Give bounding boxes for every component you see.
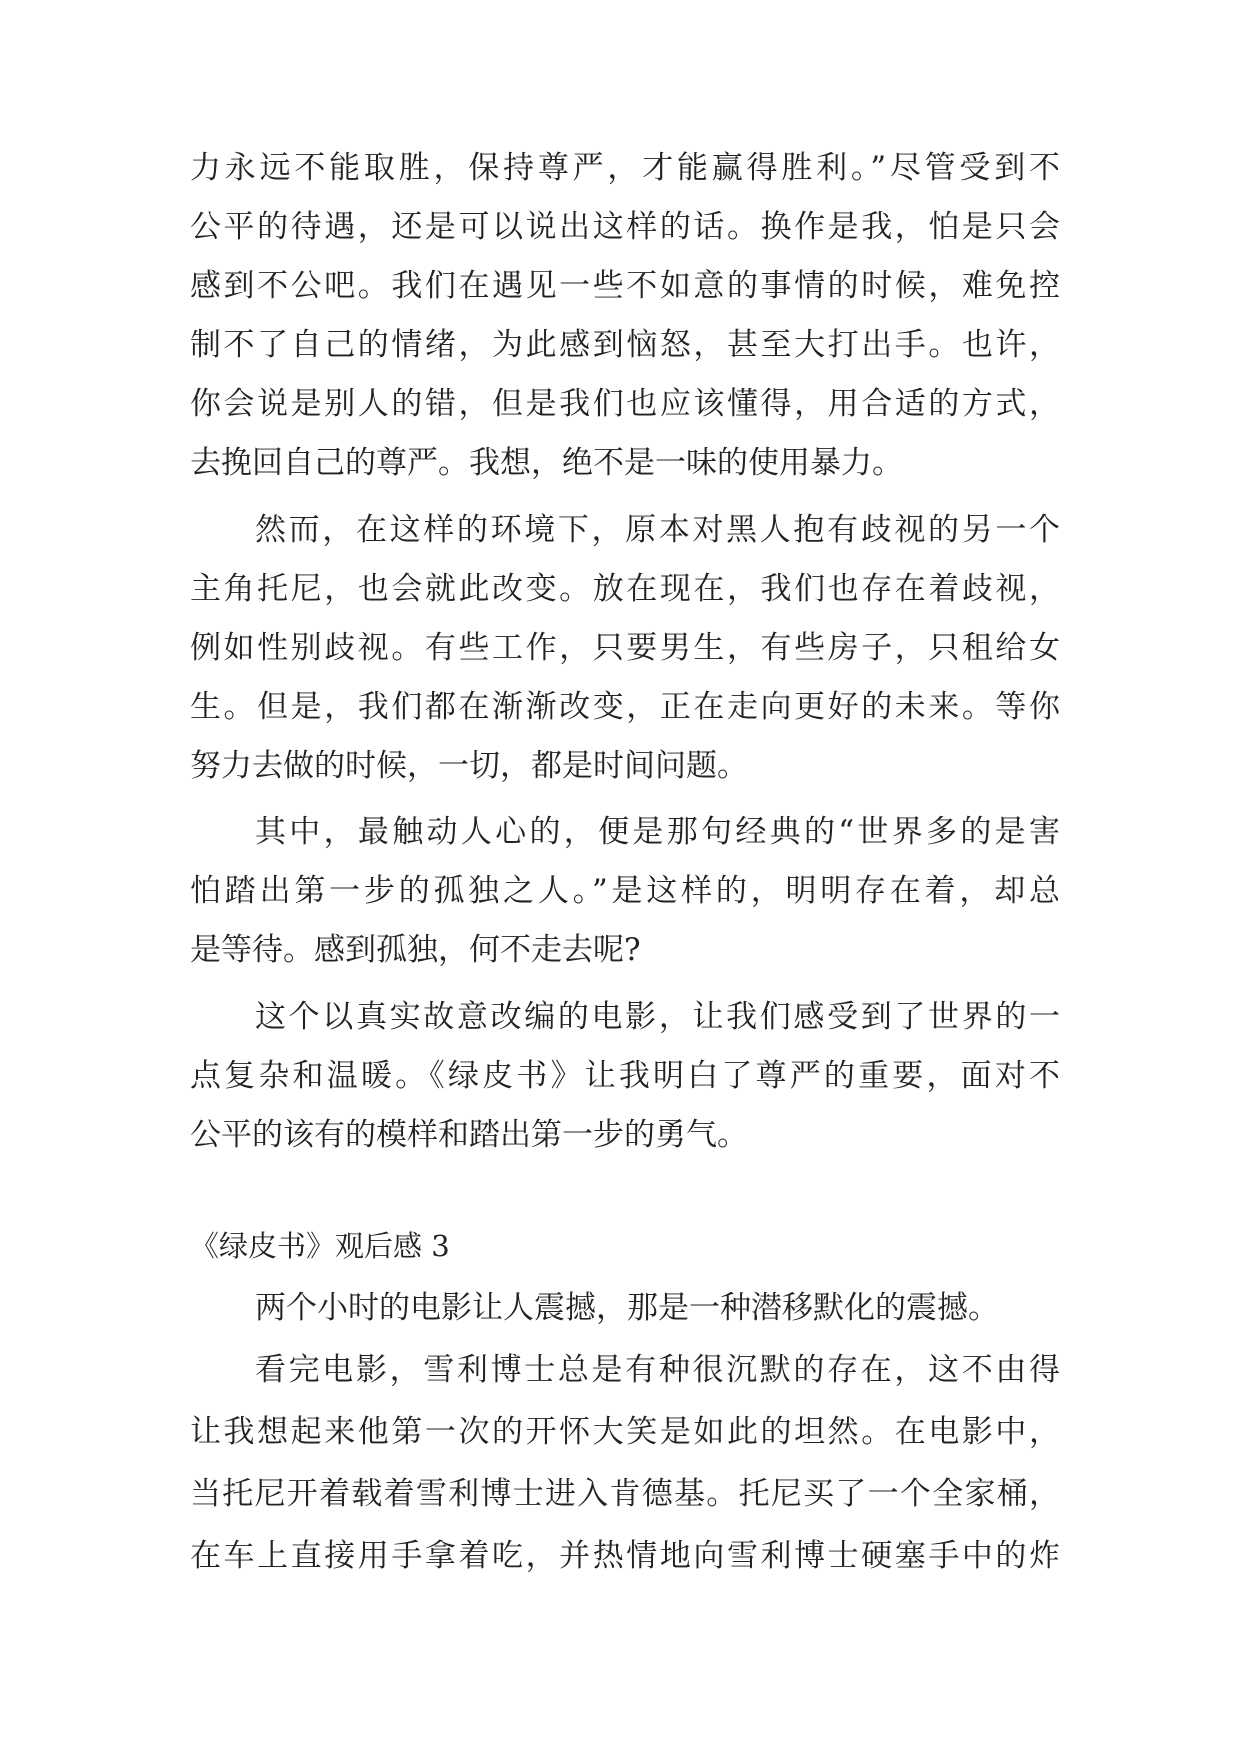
paragraph-2-line-5: 努力去做的时候，一切，都是时间问题。 bbox=[190, 748, 748, 784]
paragraph-1-line-1: 力永远不能取胜，保持尊严，才能赢得胜利。”尽管受到不 bbox=[190, 150, 1060, 186]
paragraph-1-line-4: 制不了自己的情绪，为此感到恼怒，甚至大打出手。也许， bbox=[190, 327, 1060, 363]
paragraph-2-line-2: 主角托尼，也会就此改变。放在现在，我们也存在着歧视， bbox=[190, 571, 1060, 607]
paragraph-4-line-3: 公平的该有的模样和踏出第一步的勇气。 bbox=[190, 1117, 748, 1153]
section-paragraph-2-line-2: 让我想起来他第一次的开怀大笑是如此的坦然。在电影中， bbox=[190, 1414, 1060, 1450]
paragraph-3-line-1: 其中，最触动人心的，便是那句经典的“世界多的是害 bbox=[255, 814, 1060, 850]
paragraph-1-line-3: 感到不公吧。我们在遇见一些不如意的事情的时候，难免控 bbox=[190, 268, 1060, 304]
paragraph-2-line-3: 例如性别歧视。有些工作，只要男生，有些房子，只租给女 bbox=[190, 630, 1060, 666]
section-paragraph-1-line-1: 两个小时的电影让人震撼，那是一种潜移默化的震撼。 bbox=[255, 1290, 999, 1326]
paragraph-1-line-5: 你会说是别人的错，但是我们也应该懂得，用合适的方式， bbox=[190, 386, 1060, 422]
section-paragraph-2-line-1: 看完电影，雪利博士总是有种很沉默的存在，这不由得 bbox=[255, 1352, 1060, 1388]
paragraph-3-line-2: 怕踏出第一步的孤独之人。”是这样的，明明存在着，却总 bbox=[190, 873, 1060, 909]
section-paragraph-2-line-3: 当托尼开着载着雪利博士进入肯德基。托尼买了一个全家桶， bbox=[190, 1476, 1060, 1512]
section-paragraph-2-line-4: 在车上直接用手拿着吃，并热情地向雪利博士硬塞手中的炸 bbox=[190, 1538, 1060, 1574]
paragraph-2-line-4: 生。但是，我们都在渐渐改变，正在走向更好的未来。等你 bbox=[190, 689, 1060, 725]
section-title: 《绿皮书》观后感 3 bbox=[190, 1229, 450, 1263]
paragraph-4-line-1: 这个以真实故意改编的电影，让我们感受到了世界的一 bbox=[255, 999, 1060, 1035]
paragraph-4-line-2: 点复杂和温暖。《绿皮书》让我明白了尊严的重要，面对不 bbox=[190, 1058, 1060, 1094]
paragraph-2-line-1: 然而，在这样的环境下，原本对黑人抱有歧视的另一个 bbox=[255, 512, 1060, 548]
paragraph-3-line-3: 是等待。感到孤独，何不走去呢? bbox=[190, 932, 641, 968]
paragraph-1-line-2: 公平的待遇，还是可以说出这样的话。换作是我，怕是只会 bbox=[190, 209, 1060, 245]
paragraph-1-line-6: 去挽回自己的尊严。我想，绝不是一味的使用暴力。 bbox=[190, 445, 903, 481]
